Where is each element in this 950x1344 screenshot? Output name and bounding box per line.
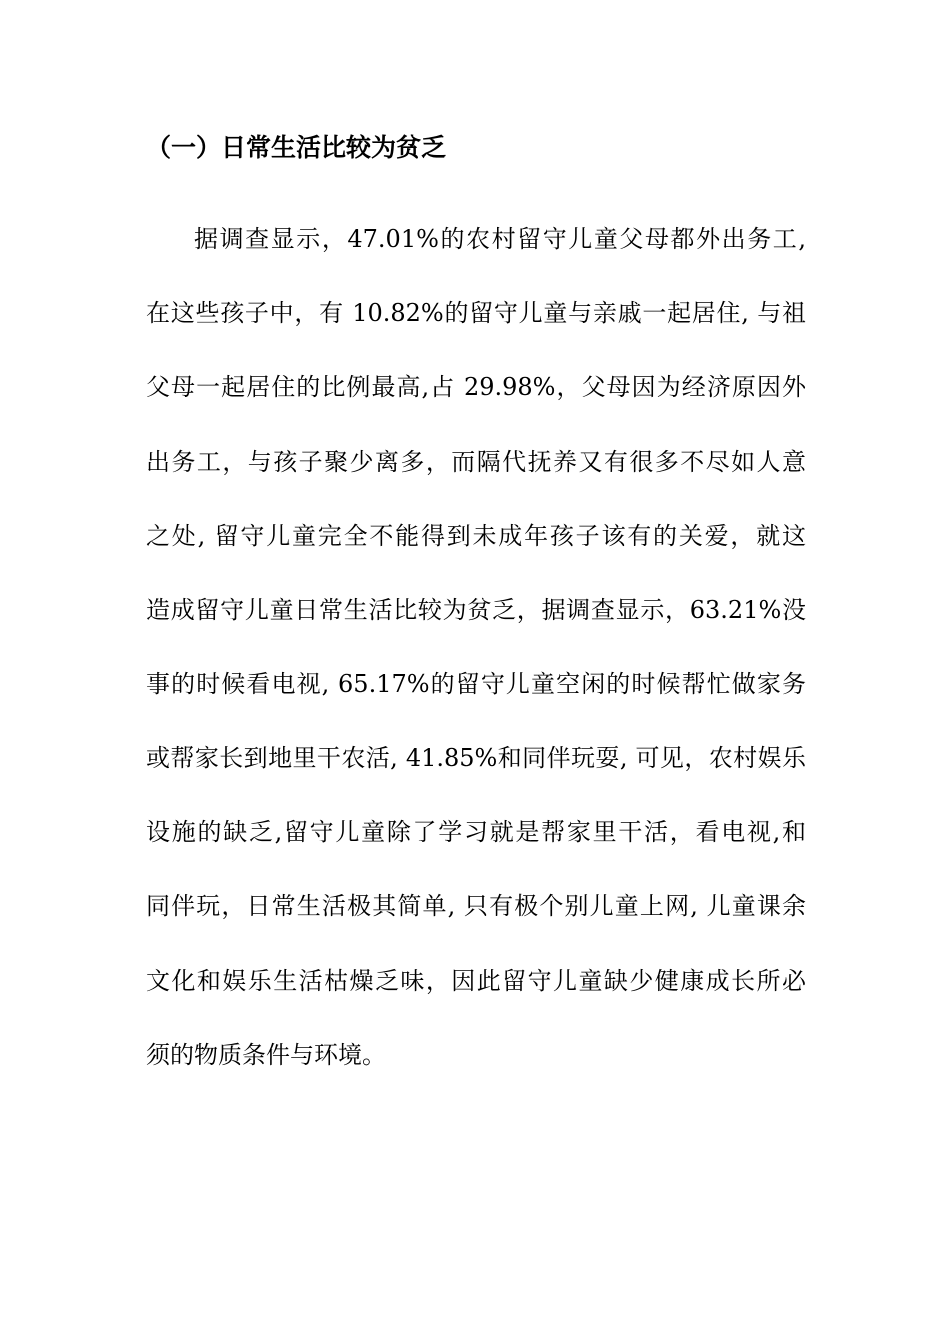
paragraph-line: 同伴玩，日常生活极其简单, 只有极个别儿童上网, 儿童课余 — [146, 892, 806, 920]
paragraph-line: 须的物质条件与环境。 — [146, 1041, 386, 1069]
paragraph-line: 在这些孩子中，有 10.82%的留守儿童与亲戚一起居住, 与祖 — [146, 299, 806, 327]
section-heading: （一）日常生活比较为贫乏 — [146, 133, 447, 162]
paragraph-line: 文化和娱乐生活枯燥乏味，因此留守儿童缺少健康成长所必 — [146, 967, 806, 995]
paragraph-line: 或帮家长到地里干农活, 41.85%和同伴玩耍, 可见，农村娱乐 — [146, 744, 806, 772]
paragraph-line: 之处, 留守儿童完全不能得到未成年孩子该有的关爱，就这 — [146, 522, 806, 550]
paragraph-line: 事的时候看电视, 65.17%的留守儿童空闲的时候帮忙做家务 — [146, 670, 806, 698]
paragraph-line: 造成留守儿童日常生活比较为贫乏，据调查显示，63.21%没 — [146, 596, 806, 624]
paragraph-line: 设施的缺乏,留守儿童除了学习就是帮家里干活，看电视,和 — [146, 818, 806, 846]
paragraph-line: 据调查显示，47.01%的农村留守儿童父母都外出务工, — [194, 225, 806, 253]
paragraph-line: 出务工，与孩子聚少离多，而隔代抚养又有很多不尽如人意 — [146, 448, 806, 476]
paragraph-line: 父母一起居住的比例最高,占 29.98%，父母因为经济原因外 — [146, 373, 806, 401]
